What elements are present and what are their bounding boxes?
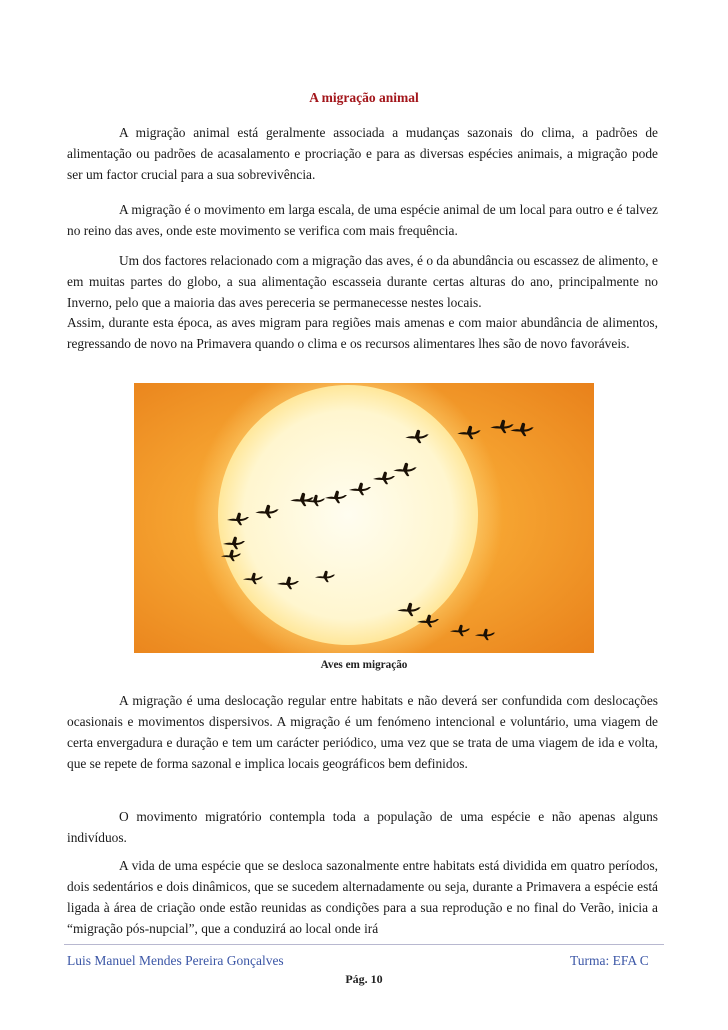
paragraph-3	[67, 250, 658, 313]
paragraph-5	[67, 690, 658, 774]
paragraph-7-text: A vida de uma espécie que se desloca sazonalmente entre habitats está dividida em quatro períodos, dois sedentários e dois dinâmicos, que se sucedem alternadamente ou seja, durante a Primavera a espécie está ligada à área de criação onde estão reunidas as condições para a sua reprodução e no final do Verão, inicia a “migração pós-nupcial”, que a conduzirá ao local onde irá	[67, 858, 658, 936]
paragraph-2-text: A migração é o movimento em larga escala, de uma espécie animal de um local para outro e é talvez no reino das aves, onde este movimento se verifica com mais frequência.	[67, 202, 658, 238]
paragraph-4	[67, 312, 658, 354]
paragraph-4-text: Assim, durante esta época, as aves migram para regiões mais amenas e com maior abundância de alimentos, regressando de novo na Primavera quando o clima e os recursos alimentares lhes são de novo favoráveis.	[67, 315, 658, 351]
page-title: A migração animal	[309, 90, 419, 105]
paragraph-7	[67, 855, 658, 939]
birds-migrating-sunset-photo	[134, 383, 594, 653]
paragraph-5-text: A migração é uma deslocação regular entre habitats e não deverá ser confundida com deslocações ocasionais e movimentos dispersivos. A migração é um fenómeno intencional e voluntário, uma viagem de certa envergadura e duração e tem um carácter periódico, uma vez que se trata de uma viagem de ida e volta, que se repete de forma sazonal e implica locais geográficos bem definidos.	[67, 693, 658, 771]
paragraph-6	[67, 806, 658, 848]
paragraph-1	[67, 122, 658, 185]
paragraph-1-text: A migração animal está geralmente associada a mudanças sazonais do clima, a padrões de alimentação ou padrões de acasalamento e procriação e para as diversas espécies animais, a migração pode ser um factor crucial para a sua sobrevivência.	[67, 125, 658, 182]
paragraph-3-text: Um dos factores relacionado com a migração das aves, é o da abundância ou escassez de alimento, e em muitas partes do globo, a sua alimentação escasseia durante certas alturas do ano, principalmente no Inverno, pelo que a maioria das aves pereceria se permanecesse nestes locais.	[67, 253, 658, 310]
paragraph-2	[67, 199, 658, 241]
paragraph-6-text: O movimento migratório contempla toda a população de uma espécie e não apenas alguns indivíduos.	[67, 809, 658, 845]
page-number: Pág. 10	[345, 972, 383, 986]
footer-divider	[64, 944, 664, 945]
footer-author: Luis Manuel Mendes Pereira Gonçalves	[67, 953, 284, 968]
footer-class-label: Turma: EFA C	[570, 953, 649, 968]
figure-caption: Aves em migração	[320, 659, 408, 671]
